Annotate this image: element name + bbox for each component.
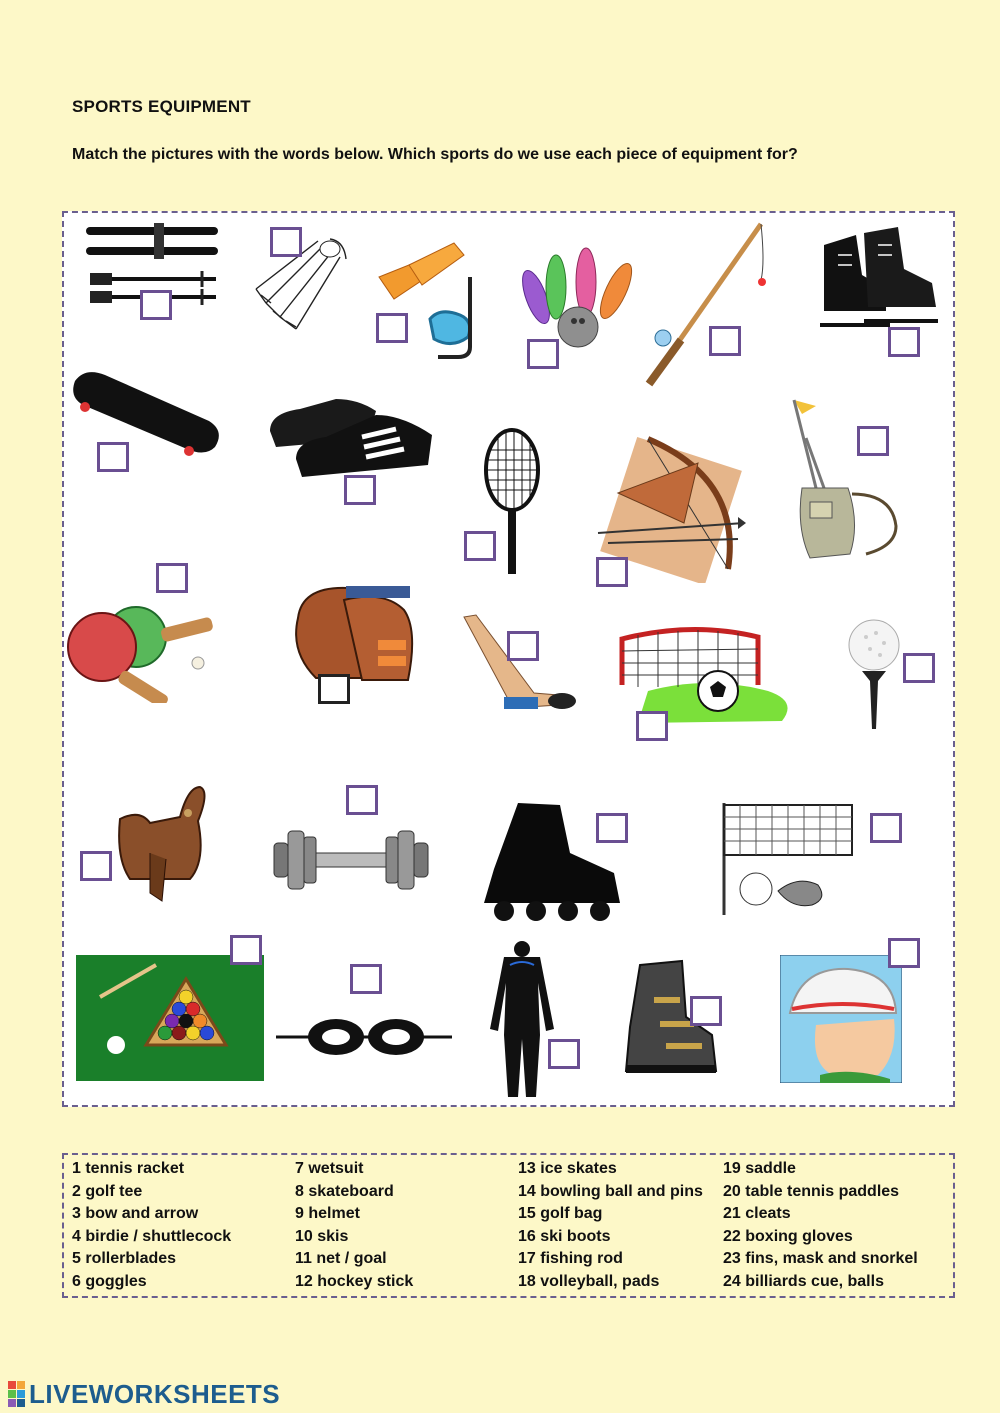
word-item: 2 golf tee — [72, 1182, 143, 1200]
word-item: 14 bowling ball and pins — [518, 1182, 703, 1200]
golf-bag-icon — [776, 398, 901, 563]
answer-box[interactable] — [636, 711, 668, 741]
answer-box[interactable] — [857, 426, 889, 456]
wetsuit-icon — [482, 939, 562, 1099]
hockey-stick-icon — [458, 613, 583, 723]
word-item: 8 skateboard — [295, 1182, 394, 1200]
word-column-4 — [723, 1158, 918, 1294]
answer-box[interactable] — [527, 339, 559, 369]
word-item: 24 billiards cue, balls — [723, 1272, 884, 1290]
answer-box[interactable] — [464, 531, 496, 561]
logo-grid-icon — [8, 1381, 25, 1407]
helmet-icon — [780, 955, 902, 1083]
word-item: 6 goggles — [72, 1272, 147, 1290]
answer-box[interactable] — [870, 813, 902, 843]
answer-box[interactable] — [350, 964, 382, 994]
logo-text: LIVEWORKSHEETS — [29, 1378, 281, 1409]
answer-box[interactable] — [507, 631, 539, 661]
dumbbell-icon — [270, 813, 435, 908]
answer-box[interactable] — [270, 227, 302, 257]
word-item: 12 hockey stick — [295, 1272, 414, 1290]
answer-box[interactable] — [80, 851, 112, 881]
word-column-2 — [295, 1158, 413, 1294]
worksheet-title: SPORTS EQUIPMENT — [72, 97, 251, 116]
answer-box[interactable] — [903, 653, 935, 683]
cleats-icon — [266, 387, 436, 483]
skateboard-icon — [69, 363, 229, 458]
answer-box[interactable] — [346, 785, 378, 815]
word-item: 18 volleyball, pads — [518, 1272, 660, 1290]
boxing-gloves-icon — [286, 580, 421, 695]
table-tennis-paddles-icon — [66, 603, 221, 703]
word-bank — [62, 1153, 955, 1298]
word-item: 19 saddle — [723, 1160, 796, 1177]
volleyball-net-icon — [718, 795, 858, 920]
answer-box[interactable] — [596, 557, 628, 587]
answer-box[interactable] — [140, 290, 172, 320]
soccer-goal-icon — [618, 625, 798, 725]
bowling-pins-icon — [516, 227, 641, 352]
answer-box[interactable] — [888, 938, 920, 968]
golf-tee-icon — [844, 619, 904, 734]
word-item: 5 rollerblades — [72, 1250, 177, 1268]
pictures-panel — [62, 211, 955, 1107]
word-item: 3 bow and arrow — [72, 1205, 199, 1223]
answer-box[interactable] — [548, 1039, 580, 1069]
fishing-rod-icon — [641, 218, 771, 388]
word-column-1 — [72, 1158, 231, 1294]
word-item: 4 birdie / shuttlecock — [72, 1227, 232, 1245]
word-item: 1 tennis racket — [72, 1160, 185, 1177]
answer-box[interactable] — [376, 313, 408, 343]
worksheet-instructions: Match the pictures with the words below. Which sports do we use each piece of equipment for? — [72, 146, 798, 163]
answer-box[interactable] — [230, 935, 262, 965]
billiards-icon — [76, 955, 264, 1081]
word-item: 13 ice skates — [518, 1160, 617, 1177]
word-item: 9 helmet — [295, 1205, 360, 1223]
answer-box[interactable] — [318, 674, 350, 704]
ice-skates-icon — [816, 225, 941, 335]
word-item: 22 boxing gloves — [723, 1227, 853, 1245]
word-item: 17 fishing rod — [518, 1250, 623, 1268]
answer-box[interactable] — [709, 326, 741, 356]
word-item: 21 cleats — [723, 1205, 791, 1223]
word-item: 10 skis — [295, 1227, 349, 1245]
word-item: 16 ski boots — [518, 1227, 611, 1245]
fins-icon — [374, 237, 484, 362]
word-item: 15 golf bag — [518, 1205, 603, 1223]
word-item: 20 table tennis paddles — [723, 1182, 900, 1200]
saddle-icon — [110, 783, 220, 908]
answer-box[interactable] — [97, 442, 129, 472]
word-item: 23 fins, mask and snorkel — [723, 1250, 918, 1268]
answer-box[interactable] — [596, 813, 628, 843]
word-item: 11 net / goal — [295, 1250, 387, 1268]
answer-box[interactable] — [344, 475, 376, 505]
liveworksheets-logo[interactable] — [8, 1379, 280, 1409]
answer-box[interactable] — [888, 327, 920, 357]
goggles-icon — [274, 1013, 454, 1063]
answer-box[interactable] — [156, 563, 188, 593]
answer-box[interactable] — [690, 996, 722, 1026]
word-item: 7 wetsuit — [295, 1160, 364, 1177]
word-column-3 — [518, 1158, 703, 1294]
